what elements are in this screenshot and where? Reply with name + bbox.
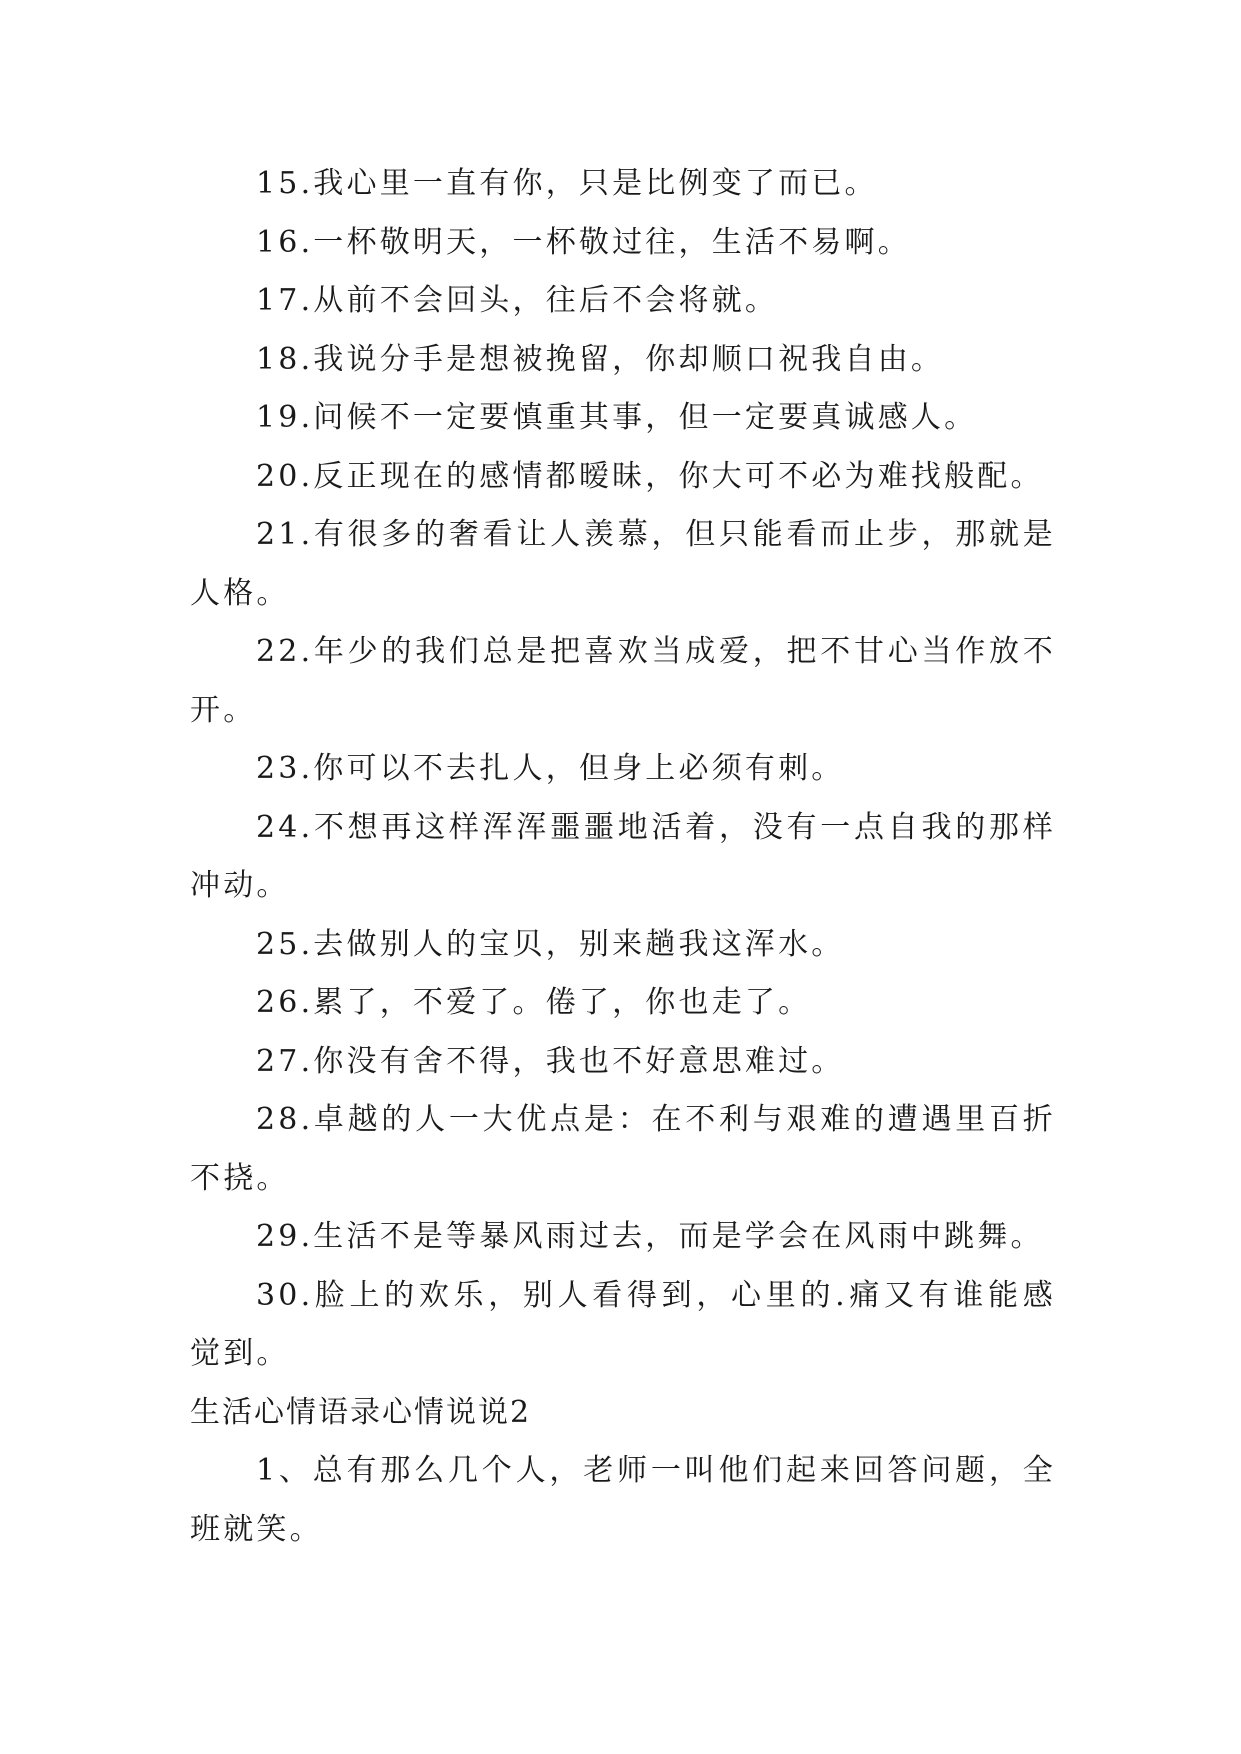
- list-item: 29.生活不是等暴风雨过去，而是学会在风雨中跳舞。: [256, 1219, 1044, 1254]
- list-item: 27.你没有舍不得，我也不好意思难过。: [256, 1043, 845, 1079]
- list-item: 18.我说分手是想被挽留，你却顺口祝我自由。: [256, 341, 945, 377]
- list-item: 25.去做别人的宝贝，别来趟我这浑水。: [256, 926, 845, 962]
- list-item: 1、总有那么几个人，老师一叫他们起来回答问题，全班就笑。: [190, 1453, 1056, 1547]
- list-item: 24.不想再这样浑浑噩噩地活着，没有一点自我的那样冲动。: [190, 809, 1056, 903]
- list-item: 15.我心里一直有你，只是比例变了而已。: [256, 166, 878, 201]
- list-item: 21.有很多的奢看让人羡慕，但只能看而止步，那就是人格。: [190, 517, 1056, 611]
- list-item: 22.年少的我们总是把喜欢当成爱，把不甘心当作放不开。: [190, 634, 1056, 728]
- list-item: 28.卓越的人一大优点是：在不利与艰难的遭遇里百折不挠。: [190, 1102, 1056, 1196]
- list-item: 19.问候不一定要慎重其事，但一定要真诚感人。: [256, 400, 978, 435]
- document-body: [190, 155, 1056, 1559]
- list-item: 17.从前不会回头，往后不会将就。: [256, 283, 779, 318]
- list-item: 20.反正现在的感情都暧昧，你大可不必为难找般配。: [256, 458, 1044, 494]
- section-heading: 生活心情语录心情说说2: [190, 1394, 532, 1430]
- list-item: 26.累了，不爱了。倦了，你也走了。: [256, 985, 812, 1020]
- list-item: 23.你可以不去扎人，但身上必须有刺。: [256, 751, 845, 786]
- list-item: 30.脸上的欢乐，别人看得到，心里的.痛又有谁能感觉到。: [190, 1277, 1056, 1371]
- list-item: 16.一杯敬明天，一杯敬过往，生活不易啊。: [256, 224, 911, 260]
